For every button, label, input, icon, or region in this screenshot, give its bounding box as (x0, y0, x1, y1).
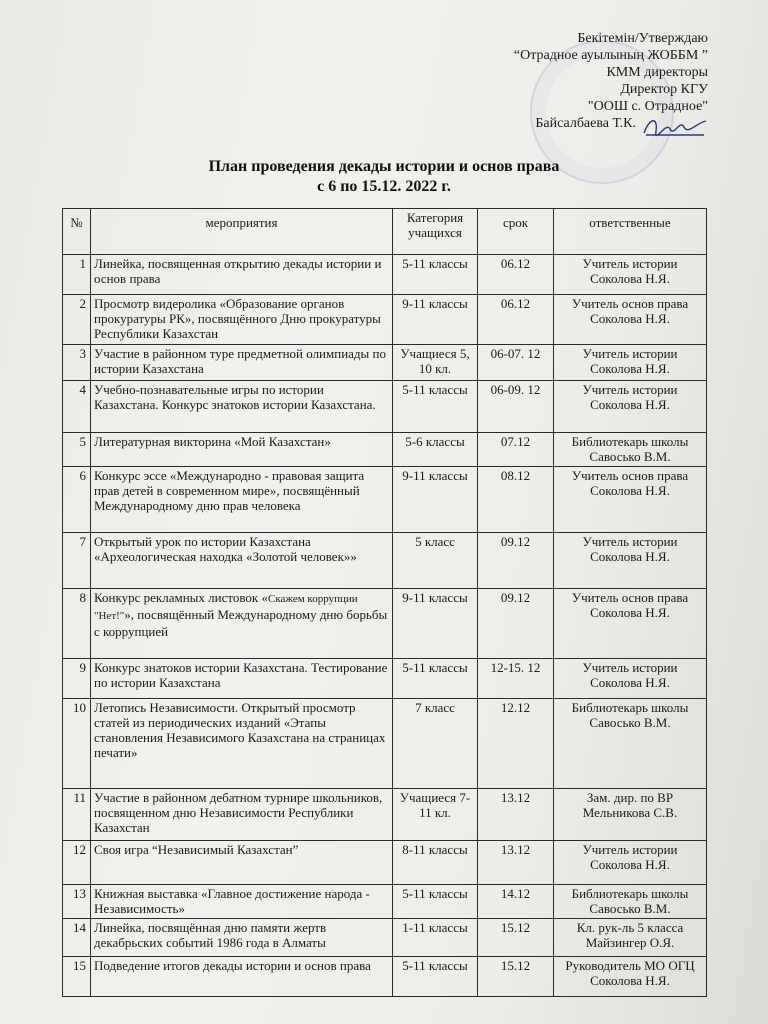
header-responsible: ответственные (554, 209, 707, 255)
row-date: 12-15. 12 (478, 659, 554, 699)
row-responsible: Учитель истории Соколова Н.Я. (554, 255, 707, 295)
table-row (63, 433, 707, 467)
row-date: 13.12 (478, 789, 554, 841)
row-category: 9-11 классы (393, 589, 478, 659)
row-num: 1 (63, 255, 91, 295)
row-event (91, 589, 393, 659)
table-row (63, 659, 707, 699)
row-event: Просмотр видеролика «Образование органов прокуратуры РК», посвящённого Дню прокуратуры Республики Казахстан (91, 295, 393, 345)
row-responsible: Учитель истории Соколова Н.Я. (554, 533, 707, 589)
table-row (63, 533, 707, 589)
row-num: 14 (63, 919, 91, 957)
row-date: 06.12 (478, 295, 554, 345)
approval-line-4: Директор КГУ (620, 82, 708, 97)
row-event: Своя игра “Независимый Казахстан” (91, 841, 393, 885)
table-header-row (63, 209, 707, 255)
table-row (63, 919, 707, 957)
row-num: 15 (63, 957, 91, 997)
row-responsible: Руководитель МО ОГЦ Соколова Н.Я. (554, 957, 707, 997)
row-category: Учащиеся 5, 10 кл. (393, 345, 478, 381)
row-num: 2 (63, 295, 91, 345)
row-event: Конкурс эссе «Международно - правовая защита прав детей в современном мире», посвящённый Международному дню прав человека (91, 467, 393, 533)
row-event: Открытый урок по истории Казахстана «Археологическая находка «Золотой человек»» (91, 533, 393, 589)
row-event: Линейка, посвященная открытию декады истории и основ права (91, 255, 393, 295)
row-responsible: Учитель истории Соколова Н.Я. (554, 841, 707, 885)
row-num: 5 (63, 433, 91, 467)
row-date: 06-09. 12 (478, 381, 554, 433)
row-date: 13.12 (478, 841, 554, 885)
row-date: 06.12 (478, 255, 554, 295)
row-category: 9-11 классы (393, 467, 478, 533)
table-row (63, 885, 707, 919)
row-num: 4 (63, 381, 91, 433)
header-category: Категория учащихся (393, 209, 478, 255)
table-row (63, 467, 707, 533)
row-responsible: Учитель истории Соколова Н.Я. (554, 659, 707, 699)
row-category: 5-11 классы (393, 381, 478, 433)
row-date: 15.12 (478, 957, 554, 997)
row-num: 8 (63, 589, 91, 659)
row-responsible: Учитель истории Соколова Н.Я. (554, 381, 707, 433)
row-num: 12 (63, 841, 91, 885)
row-num: 7 (63, 533, 91, 589)
header-date: срок (478, 209, 554, 255)
row-event: Книжная выставка «Главное достижение народа - Независимость» (91, 885, 393, 919)
row-responsible: Учитель основ права Соколова Н.Я. (554, 295, 707, 345)
row-num: 13 (63, 885, 91, 919)
approval-line-2: “Отрадное ауылының ЖОББМ ” (513, 48, 708, 63)
table-row (63, 381, 707, 433)
row-event: Линейка, посвящённая дню памяти жертв декабрьских событий 1986 года в Алматы (91, 919, 393, 957)
row-category: 5-11 классы (393, 885, 478, 919)
table-row (63, 789, 707, 841)
row-num: 6 (63, 467, 91, 533)
event-text-small: Скажем коррупции "Нет!" (94, 593, 358, 622)
header-num: № (63, 209, 91, 255)
approval-line-5: "ООШ с. Отрадное" (587, 99, 708, 114)
row-event: Летопись Независимости. Открытый просмотр статей из периодических изданий «Этапы становления Независимого Казахстана на страницах печати» (91, 699, 393, 789)
event-text-c: », посвящённый Международному дню борьбы с коррупцией (94, 607, 388, 639)
row-event: Конкурс знатоков истории Казахстана. Тестирование по истории Казахстана (91, 659, 393, 699)
row-event: Участие в районном дебатном турнире школьников, посвященном дню Независимости Республики Казахстан (91, 789, 393, 841)
row-num: 10 (63, 699, 91, 789)
row-num: 11 (63, 789, 91, 841)
table-row (63, 255, 707, 295)
row-event: Учебно-познавательные игры по истории Казахстана. Конкурс знатоков истории Казахстана. (91, 381, 393, 433)
table-row (63, 699, 707, 789)
row-category: 5-11 классы (393, 659, 478, 699)
row-date: 14.12 (478, 885, 554, 919)
table-row (63, 589, 707, 659)
row-category: 9-11 классы (393, 295, 478, 345)
document-title: План проведения декады истории и основ права (208, 158, 560, 175)
table-row (63, 345, 707, 381)
row-date: 08.12 (478, 467, 554, 533)
row-category: 5-6 классы (393, 433, 478, 467)
document-subtitle: с 6 по 15.12. 2022 г. (317, 178, 451, 195)
row-responsible: Библиотекарь школы Савосько В.М. (554, 699, 707, 789)
row-category: 5-11 классы (393, 957, 478, 997)
row-num: 9 (63, 659, 91, 699)
table-row (63, 957, 707, 997)
row-responsible: Учитель истории Соколова Н.Я. (554, 345, 707, 381)
row-category: 5 класс (393, 533, 478, 589)
row-date: 09.12 (478, 589, 554, 659)
row-num: 3 (63, 345, 91, 381)
row-category: 8-11 классы (393, 841, 478, 885)
row-responsible: Кл. рук-ль 5 класса Майзингер О.Я. (554, 919, 707, 957)
row-date: 07.12 (478, 433, 554, 467)
row-responsible: Учитель основ права Соколова Н.Я. (554, 589, 707, 659)
row-event: Подведение итогов декады истории и основ права (91, 957, 393, 997)
row-date: 15.12 (478, 919, 554, 957)
header-event: мероприятия (91, 209, 393, 255)
approval-line-1: Бекітемін/Утверждаю (577, 31, 708, 46)
row-category: 1-11 классы (393, 919, 478, 957)
row-event: Участие в районном туре предметной олимпиады по истории Казахстана (91, 345, 393, 381)
row-responsible: Учитель основ права Соколова Н.Я. (554, 467, 707, 533)
table-row (63, 841, 707, 885)
row-date: 06-07. 12 (478, 345, 554, 381)
row-date: 12.12 (478, 699, 554, 789)
row-event: Литературная викторина «Мой Казахстан» (91, 433, 393, 467)
approval-line-6: Байсалбаева Т.К. (535, 116, 636, 131)
event-text-a: Конкурс рекламных листовок « (94, 590, 268, 605)
row-category: 5-11 классы (393, 255, 478, 295)
table-row (63, 295, 707, 345)
row-responsible: Библиотекарь школы Савосько В.М. (554, 433, 707, 467)
row-category: Учащиеся 7-11 кл. (393, 789, 478, 841)
row-date: 09.12 (478, 533, 554, 589)
row-responsible: Библиотекарь школы Савосько В.М. (554, 885, 707, 919)
row-category: 7 класс (393, 699, 478, 789)
signature (640, 113, 710, 141)
row-responsible: Зам. дир. по ВР Мельникова С.В. (554, 789, 707, 841)
approval-line-3: КММ директоры (606, 65, 708, 80)
events-table (62, 208, 707, 997)
